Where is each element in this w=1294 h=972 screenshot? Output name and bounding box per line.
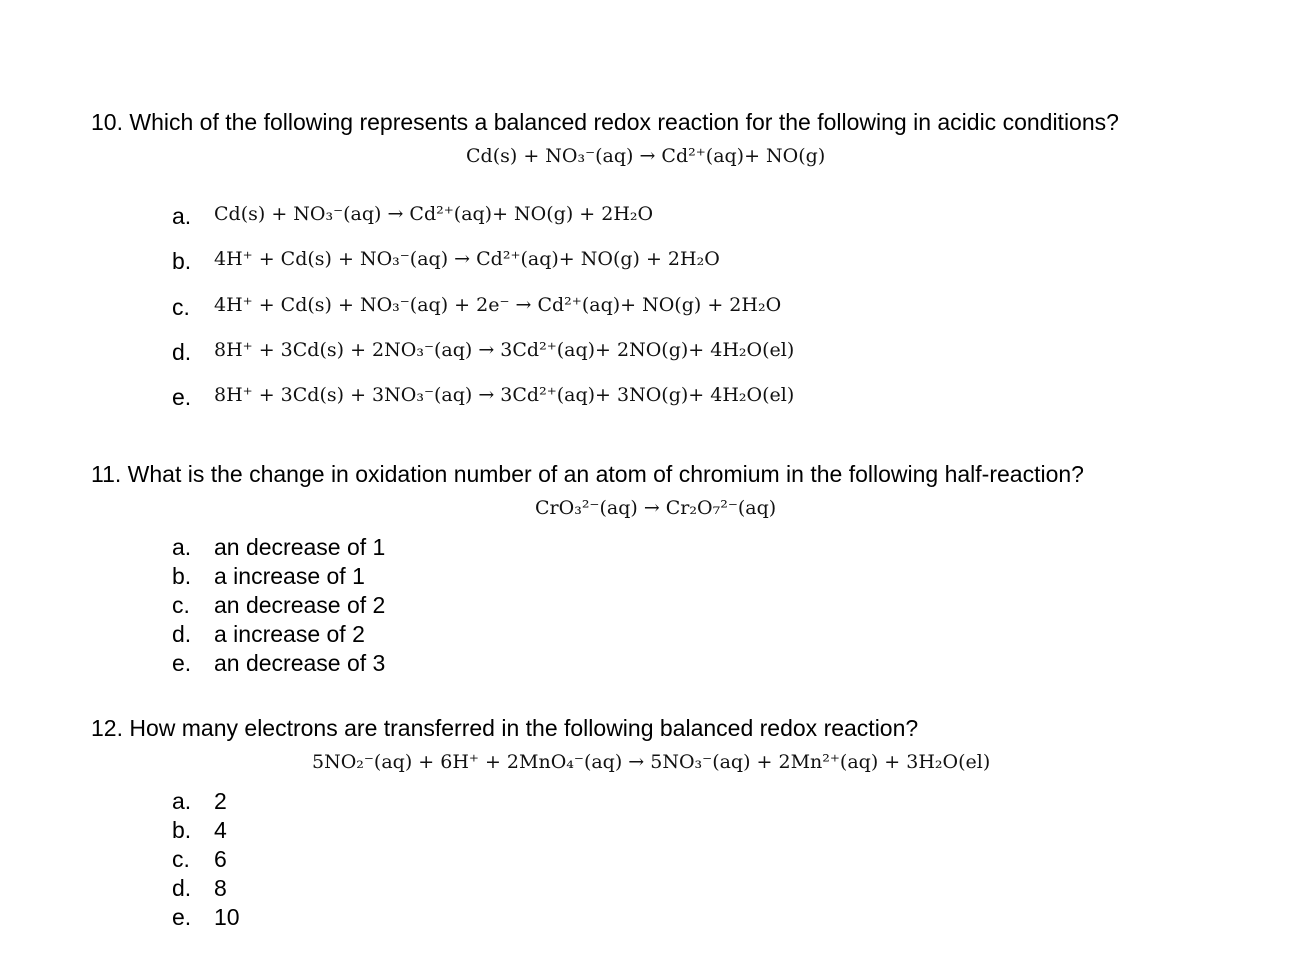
q10-option-e-text: 8H⁺ + 3Cd(s) + 3NO₃⁻(aq) → 3Cd²⁺(aq)+ 3NO(g)+ 4H₂O(el): [214, 384, 795, 406]
q12-option-d-letter: d.: [172, 875, 192, 901]
q10-option-b-letter: b.: [172, 248, 192, 274]
q10-option-d-text: 8H⁺ + 3Cd(s) + 2NO₃⁻(aq) → 3Cd²⁺(aq)+ 2NO(g)+ 4H₂O(el): [214, 339, 795, 361]
q12-option-e[interactable]: [172, 904, 240, 931]
q11-option-b-letter: b.: [172, 563, 192, 589]
question-12: [91, 714, 1271, 742]
q11-option-d[interactable]: [172, 621, 365, 648]
q11-option-e[interactable]: [172, 650, 385, 677]
q10-option-a-letter: a.: [172, 203, 192, 229]
q10-option-e[interactable]: [172, 384, 794, 411]
question-10-equation: Cd(s) + NO₃⁻(aq) → Cd²⁺(aq)+ NO(g): [466, 145, 826, 167]
q11-option-e-text: an decrease of 3: [214, 650, 386, 676]
q10-option-c-letter: c.: [172, 294, 190, 320]
question-11-equation: CrO₃²⁻(aq) → Cr₂O₇²⁻(aq): [535, 497, 777, 519]
q11-option-a-letter: a.: [172, 534, 192, 560]
q12-option-b-text: 4: [214, 817, 227, 843]
q11-option-d-text: a increase of 2: [214, 621, 365, 647]
q10-option-d-letter: d.: [172, 339, 192, 365]
q12-option-b-letter: b.: [172, 817, 192, 843]
q11-option-b-text: a increase of 1: [214, 563, 365, 589]
question-11: [91, 460, 1271, 488]
q12-option-e-text: 10: [214, 904, 240, 930]
q12-option-b[interactable]: [172, 817, 227, 844]
q11-option-c-letter: c.: [172, 592, 190, 618]
q10-option-c[interactable]: [172, 294, 781, 321]
q12-option-d-text: 8: [214, 875, 227, 901]
question-10-text: 10. Which of the following represents a balanced redox reaction for the following in acidic conditions?: [91, 109, 1119, 135]
q10-option-e-letter: e.: [172, 384, 192, 410]
q10-option-c-text: 4H⁺ + Cd(s) + NO₃⁻(aq) + 2e⁻ → Cd²⁺(aq)+ NO(g) + 2H₂O: [214, 294, 782, 316]
q12-option-a[interactable]: [172, 788, 227, 815]
q11-option-a-text: an decrease of 1: [214, 534, 386, 560]
q12-option-c[interactable]: [172, 846, 227, 873]
q10-option-b-text: 4H⁺ + Cd(s) + NO₃⁻(aq) → Cd²⁺(aq)+ NO(g) + 2H₂O: [214, 248, 720, 270]
q10-option-d[interactable]: [172, 339, 794, 366]
q11-option-c-text: an decrease of 2: [214, 592, 386, 618]
q11-option-b[interactable]: [172, 563, 365, 590]
q11-option-d-letter: d.: [172, 621, 192, 647]
q12-option-a-text: 2: [214, 788, 227, 814]
q12-option-c-letter: c.: [172, 846, 190, 872]
q12-option-a-letter: a.: [172, 788, 192, 814]
q11-option-e-letter: e.: [172, 650, 192, 676]
q10-option-a-text: Cd(s) + NO₃⁻(aq) → Cd²⁺(aq)+ NO(g) + 2H₂O: [214, 203, 654, 225]
q12-option-c-text: 6: [214, 846, 227, 872]
q10-option-a[interactable]: [172, 203, 653, 230]
question-11-text: 11. What is the change in oxidation number of an atom of chromium in the following half-reaction?: [91, 461, 1084, 487]
question-12-equation: 5NO₂⁻(aq) + 6H⁺ + 2MnO₄⁻(aq) → 5NO₃⁻(aq) + 2Mn²⁺(aq) + 3H₂O(el): [312, 751, 991, 773]
q11-option-c[interactable]: [172, 592, 385, 619]
question-10: [91, 108, 1271, 136]
q12-option-e-letter: e.: [172, 904, 192, 930]
question-12-text: 12. How many electrons are transferred in the following balanced redox reaction?: [91, 715, 919, 741]
q10-option-b[interactable]: [172, 248, 720, 275]
q12-option-d[interactable]: [172, 875, 227, 902]
q11-option-a[interactable]: [172, 534, 385, 561]
